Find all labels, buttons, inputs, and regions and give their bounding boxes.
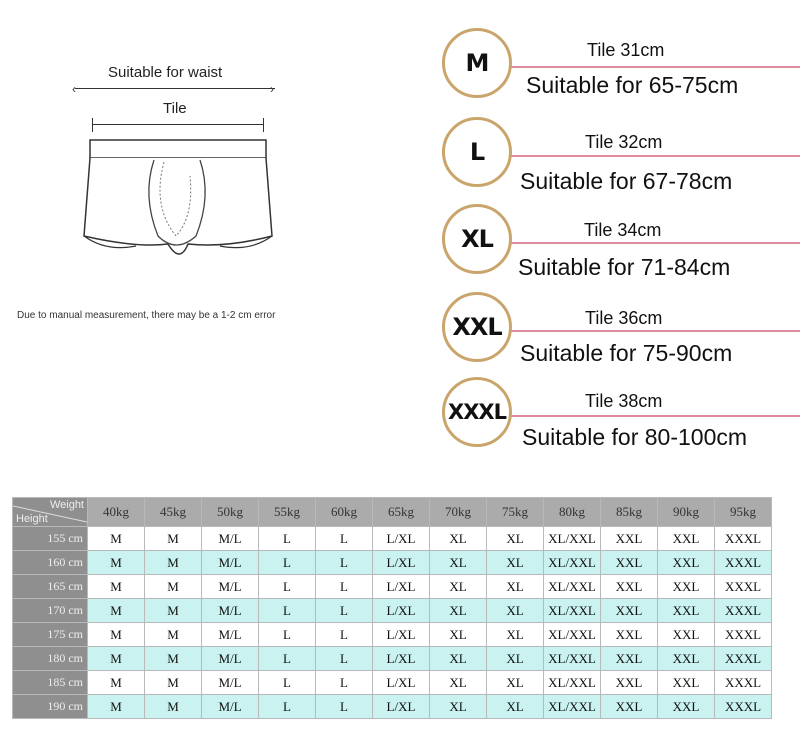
size-cell: L/XL xyxy=(373,671,430,695)
size-cell: XXL xyxy=(601,527,658,551)
size-cell: M xyxy=(88,551,145,575)
arrow-left-icon: ‹ xyxy=(72,82,76,96)
tile-measure: Tile 34cm xyxy=(584,220,662,240)
weight-header: 95kg xyxy=(715,498,772,527)
size-cell: L xyxy=(316,671,373,695)
weight-axis-label: Weight xyxy=(49,499,84,511)
size-cell: M/L xyxy=(202,647,259,671)
size-badge xyxy=(442,117,512,187)
size-cell: XL/XXL xyxy=(544,623,601,647)
tile-tick-left xyxy=(92,118,93,132)
height-cell: 190 cm xyxy=(13,695,88,719)
size-cell: XXXL xyxy=(715,623,772,647)
waist-label: Suitable for waist xyxy=(108,64,223,81)
size-cell: XXXL xyxy=(715,551,772,575)
size-cell: XL/XXL xyxy=(544,647,601,671)
table-row xyxy=(13,623,772,647)
size-cell: L xyxy=(316,551,373,575)
size-badge xyxy=(442,28,512,98)
size-cell: L xyxy=(259,599,316,623)
size-cell: XXL xyxy=(601,575,658,599)
size-cell: M xyxy=(145,527,202,551)
weight-header: 50kg xyxy=(202,498,259,527)
weight-header: 80kg xyxy=(544,498,601,527)
size-cell: L xyxy=(316,575,373,599)
size-cell: XL xyxy=(487,695,544,719)
size-cell: M xyxy=(88,599,145,623)
corner-cell xyxy=(13,498,88,527)
weight-header: 90kg xyxy=(658,498,715,527)
weight-header: 40kg xyxy=(88,498,145,527)
weight-header: 70kg xyxy=(430,498,487,527)
size-cell: XL xyxy=(430,551,487,575)
size-badge xyxy=(442,204,512,274)
height-cell: 160 cm xyxy=(13,551,88,575)
size-cell: XXL xyxy=(601,647,658,671)
size-cell: XL/XXL xyxy=(544,599,601,623)
size-cell: M/L xyxy=(202,527,259,551)
size-cell: M/L xyxy=(202,623,259,647)
size-cell: XL xyxy=(487,527,544,551)
size-cell: XL xyxy=(430,671,487,695)
size-cell: M xyxy=(145,599,202,623)
tile-measure: Tile 32cm xyxy=(585,132,663,152)
weight-header: 45kg xyxy=(145,498,202,527)
size-cell: M xyxy=(145,695,202,719)
size-cell: XL xyxy=(430,623,487,647)
waist-range: Suitable for 71-84cm xyxy=(518,254,731,280)
size-cell: L xyxy=(259,551,316,575)
tile-measure: Tile 38cm xyxy=(585,391,663,411)
table-row xyxy=(13,695,772,719)
size-cell: M xyxy=(145,647,202,671)
size-cell: XXXL xyxy=(715,695,772,719)
size-cell: XL xyxy=(487,575,544,599)
size-cell: M xyxy=(145,671,202,695)
size-label: XL xyxy=(461,225,493,253)
size-label: XXXL xyxy=(448,400,506,424)
size-cell: XL xyxy=(430,527,487,551)
size-cell: M/L xyxy=(202,575,259,599)
size-cell: L/XL xyxy=(373,695,430,719)
size-cell: M/L xyxy=(202,599,259,623)
size-cell: L xyxy=(259,695,316,719)
table-row xyxy=(13,599,772,623)
table-row xyxy=(13,575,772,599)
size-cell: XXL xyxy=(658,647,715,671)
size-row-xl xyxy=(442,204,800,284)
weight-header: 55kg xyxy=(259,498,316,527)
size-cell: XXL xyxy=(658,551,715,575)
size-cell: XXL xyxy=(658,671,715,695)
size-cell: M/L xyxy=(202,551,259,575)
table-row xyxy=(13,671,772,695)
waist-range: Suitable for 67-78cm xyxy=(520,168,733,194)
size-cell: M xyxy=(88,695,145,719)
size-cell: XXXL xyxy=(715,575,772,599)
size-cell: L xyxy=(259,671,316,695)
height-cell: 175 cm xyxy=(13,623,88,647)
size-cell: L/XL xyxy=(373,623,430,647)
size-cell: M xyxy=(145,623,202,647)
size-cell: M xyxy=(145,575,202,599)
size-cell: XXL xyxy=(658,599,715,623)
tile-measure: Tile 36cm xyxy=(585,308,663,328)
table-row xyxy=(13,527,772,551)
size-cell: M xyxy=(88,575,145,599)
underwear-illustration xyxy=(76,136,280,286)
size-label: M xyxy=(465,49,489,77)
weight-header: 85kg xyxy=(601,498,658,527)
size-row-l xyxy=(442,117,800,197)
size-cell: M/L xyxy=(202,671,259,695)
size-cell: L xyxy=(259,623,316,647)
size-cell: XL/XXL xyxy=(544,575,601,599)
size-cell: L/XL xyxy=(373,527,430,551)
size-cell: L xyxy=(316,647,373,671)
size-chart-table xyxy=(12,497,772,719)
size-cell: XL/XXL xyxy=(544,671,601,695)
size-cell: XL xyxy=(430,695,487,719)
size-cell: L/XL xyxy=(373,551,430,575)
size-cell: XXL xyxy=(601,551,658,575)
tile-measure: Tile 31cm xyxy=(587,40,665,60)
waist-range: Suitable for 65-75cm xyxy=(526,72,739,98)
size-cell: XXL xyxy=(658,527,715,551)
size-label: XXL xyxy=(452,313,502,341)
size-row-xxxl xyxy=(442,377,800,457)
tile-dimension-line xyxy=(92,124,264,125)
weight-header-row xyxy=(13,498,772,527)
size-cell: L xyxy=(259,575,316,599)
size-cell: M/L xyxy=(202,695,259,719)
weight-header: 60kg xyxy=(316,498,373,527)
size-cell: XXXL xyxy=(715,647,772,671)
size-cell: XL xyxy=(430,647,487,671)
tile-tick-right xyxy=(263,118,264,132)
height-cell: 180 cm xyxy=(13,647,88,671)
size-cell: XL xyxy=(487,623,544,647)
height-cell: 185 cm xyxy=(13,671,88,695)
size-cell: XL xyxy=(487,599,544,623)
leader-line xyxy=(510,330,800,332)
size-cell: XXL xyxy=(601,623,658,647)
size-row-m xyxy=(442,28,800,108)
table-row xyxy=(13,647,772,671)
height-cell: 155 cm xyxy=(13,527,88,551)
size-cell: XXL xyxy=(601,695,658,719)
leader-line xyxy=(510,66,800,68)
size-cell: M xyxy=(88,647,145,671)
size-cell: M xyxy=(145,551,202,575)
weight-header: 65kg xyxy=(373,498,430,527)
size-cell: XXL xyxy=(658,575,715,599)
height-cell: 165 cm xyxy=(13,575,88,599)
height-axis-label: Height xyxy=(16,513,48,525)
table-row xyxy=(13,551,772,575)
size-cell: XL/XXL xyxy=(544,527,601,551)
size-cell: XL xyxy=(487,647,544,671)
size-label: L xyxy=(469,138,485,166)
leader-line xyxy=(510,415,800,417)
waist-range: Suitable for 75-90cm xyxy=(520,340,733,366)
size-row-xxl xyxy=(442,292,800,372)
leader-line xyxy=(510,155,800,157)
size-cell: M xyxy=(88,527,145,551)
size-cell: L xyxy=(259,647,316,671)
size-cell: XL xyxy=(430,575,487,599)
waist-range: Suitable for 80-100cm xyxy=(522,424,748,450)
size-cell: XXL xyxy=(601,599,658,623)
size-badge xyxy=(442,292,512,362)
size-cell: L xyxy=(316,695,373,719)
size-cell: XXL xyxy=(601,671,658,695)
waist-dimension-line xyxy=(75,88,275,89)
size-cell: L/XL xyxy=(373,575,430,599)
height-cell: 170 cm xyxy=(13,599,88,623)
tile-label: Tile xyxy=(163,100,187,117)
size-cell: L xyxy=(316,527,373,551)
size-cell: XXL xyxy=(658,623,715,647)
size-cell: L xyxy=(316,599,373,623)
size-cell: XL/XXL xyxy=(544,551,601,575)
arrow-right-icon: › xyxy=(270,82,274,96)
size-cell: XL xyxy=(430,599,487,623)
size-cell: L xyxy=(259,527,316,551)
measurement-note: Due to manual measurement, there may be a 1-2 cm error xyxy=(17,310,276,321)
leader-line xyxy=(510,242,800,244)
size-cell: XXXL xyxy=(715,527,772,551)
size-cell: M xyxy=(88,623,145,647)
size-cell: L/XL xyxy=(373,599,430,623)
size-cell: XL xyxy=(487,551,544,575)
weight-header: 75kg xyxy=(487,498,544,527)
size-badge xyxy=(442,377,512,447)
size-cell: L/XL xyxy=(373,647,430,671)
size-cell: XXXL xyxy=(715,671,772,695)
size-cell: XL xyxy=(487,671,544,695)
size-cell: M xyxy=(88,671,145,695)
size-cell: L xyxy=(316,623,373,647)
size-cell: XXXL xyxy=(715,599,772,623)
size-cell: XXL xyxy=(658,695,715,719)
size-cell: XL/XXL xyxy=(544,695,601,719)
